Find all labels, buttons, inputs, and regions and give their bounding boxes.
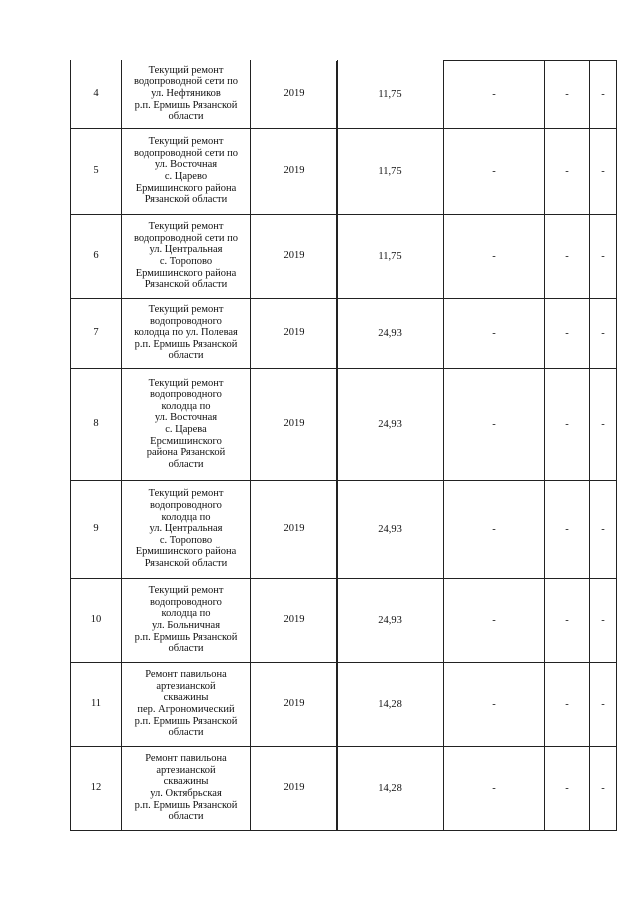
work-description-cell — [122, 368, 251, 480]
table-row — [337, 579, 617, 663]
table-row — [337, 663, 617, 747]
cost-cell: 14,28 — [337, 663, 444, 747]
dash-cell: - — [590, 369, 617, 481]
dash-cell: - — [444, 579, 545, 663]
year-cell: 2019 — [251, 368, 338, 480]
table-row — [71, 578, 338, 662]
work-description: Текущий ремонт водопроводной сети по ул. Нефтяников р.п. Ермишь Рязанской области — [134, 64, 238, 123]
table-row — [71, 662, 338, 746]
work-description: Текущий ремонт водопроводного колодца по ул. Восточная с. Царева Ерсмишинского района Рязанской области — [146, 377, 226, 470]
table-row — [71, 60, 338, 128]
work-description: Ремонт павильона артезианской скважины ул. Октябрьская р.п. Ермишь Рязанской области — [134, 753, 238, 823]
cost-cell: 11,75 — [337, 61, 444, 129]
work-description-cell — [122, 480, 251, 578]
work-description-cell — [122, 746, 251, 830]
dash-cell: - — [545, 747, 590, 831]
dash-cell: - — [545, 369, 590, 481]
dash-cell: - — [444, 481, 545, 579]
table-row — [337, 129, 617, 215]
table-row — [337, 747, 617, 831]
row-number: 10 — [71, 578, 122, 662]
dash-cell: - — [590, 61, 617, 129]
year-cell: 2019 — [251, 662, 338, 746]
year-cell: 2019 — [251, 214, 338, 298]
year-cell: 2019 — [251, 128, 338, 214]
work-description-cell — [122, 298, 251, 368]
year-cell: 2019 — [251, 578, 338, 662]
year-cell: 2019 — [251, 298, 338, 368]
row-number: 12 — [71, 746, 122, 830]
dash-cell: - — [545, 129, 590, 215]
work-description-cell — [122, 578, 251, 662]
work-description: Текущий ремонт водопроводного колодца по ул. Больничная р.п. Ермишь Рязанской области — [134, 585, 238, 655]
dash-cell: - — [444, 747, 545, 831]
row-number: 4 — [71, 60, 122, 128]
table-row — [71, 128, 338, 214]
dash-cell: - — [590, 579, 617, 663]
table-row — [337, 299, 617, 369]
cost-cell: 11,75 — [337, 129, 444, 215]
table-row — [337, 61, 617, 129]
dash-cell: - — [545, 215, 590, 299]
cost-cell: 11,75 — [337, 215, 444, 299]
table-row — [71, 298, 338, 368]
cost-cell: 24,93 — [337, 579, 444, 663]
cost-cell: 24,93 — [337, 481, 444, 579]
dash-cell: - — [590, 663, 617, 747]
dash-cell: - — [590, 481, 617, 579]
work-description: Текущий ремонт водопроводной сети по ул. Восточная с. Царево Ермишинского района Рязанской области — [134, 136, 238, 206]
dash-cell: - — [590, 129, 617, 215]
dash-cell: - — [444, 61, 545, 129]
row-number: 9 — [71, 480, 122, 578]
year-cell: 2019 — [251, 480, 338, 578]
table-row — [71, 214, 338, 298]
row-number: 8 — [71, 368, 122, 480]
row-number: 11 — [71, 662, 122, 746]
dash-cell: - — [444, 663, 545, 747]
table-row — [337, 369, 617, 481]
work-description-cell — [122, 128, 251, 214]
dash-cell: - — [590, 299, 617, 369]
cost-cell: 24,93 — [337, 299, 444, 369]
dash-cell: - — [444, 215, 545, 299]
dash-cell: - — [545, 61, 590, 129]
year-cell: 2019 — [251, 60, 338, 128]
dash-cell: - — [545, 299, 590, 369]
work-description: Ремонт павильона артезианской скважины пер. Агрономический р.п. Ермишь Рязанской области — [134, 669, 238, 739]
row-number: 7 — [71, 298, 122, 368]
table-row — [337, 215, 617, 299]
year-cell: 2019 — [251, 746, 338, 830]
dash-cell: - — [444, 369, 545, 481]
cost-cell: 24,93 — [337, 369, 444, 481]
table-row — [337, 481, 617, 579]
table-row — [71, 480, 338, 578]
dash-cell: - — [545, 481, 590, 579]
work-description-cell — [122, 214, 251, 298]
table-row — [71, 746, 338, 830]
row-number: 5 — [71, 128, 122, 214]
dash-cell: - — [444, 299, 545, 369]
work-description-cell — [122, 662, 251, 746]
work-description: Текущий ремонт водопроводного колодца по ул. Полевая р.п. Ермишь Рязанской области — [134, 304, 238, 362]
work-description: Текущий ремонт водопроводного колодца по ул. Центральная с. Торопово Ермишинского района Рязанской области — [135, 488, 237, 569]
dash-cell: - — [545, 579, 590, 663]
work-description-cell — [122, 60, 251, 128]
table-row — [71, 368, 338, 480]
cost-cell: 14,28 — [337, 747, 444, 831]
dash-cell: - — [545, 663, 590, 747]
work-description: Текущий ремонт водопроводной сети по ул. Центральная с. Торопово Ермишинского района Рязанской области — [134, 221, 238, 291]
dash-cell: - — [444, 129, 545, 215]
row-number: 6 — [71, 214, 122, 298]
works-table-right — [336, 60, 617, 831]
dash-cell: - — [590, 215, 617, 299]
works-table-left — [70, 60, 338, 831]
dash-cell: - — [590, 747, 617, 831]
